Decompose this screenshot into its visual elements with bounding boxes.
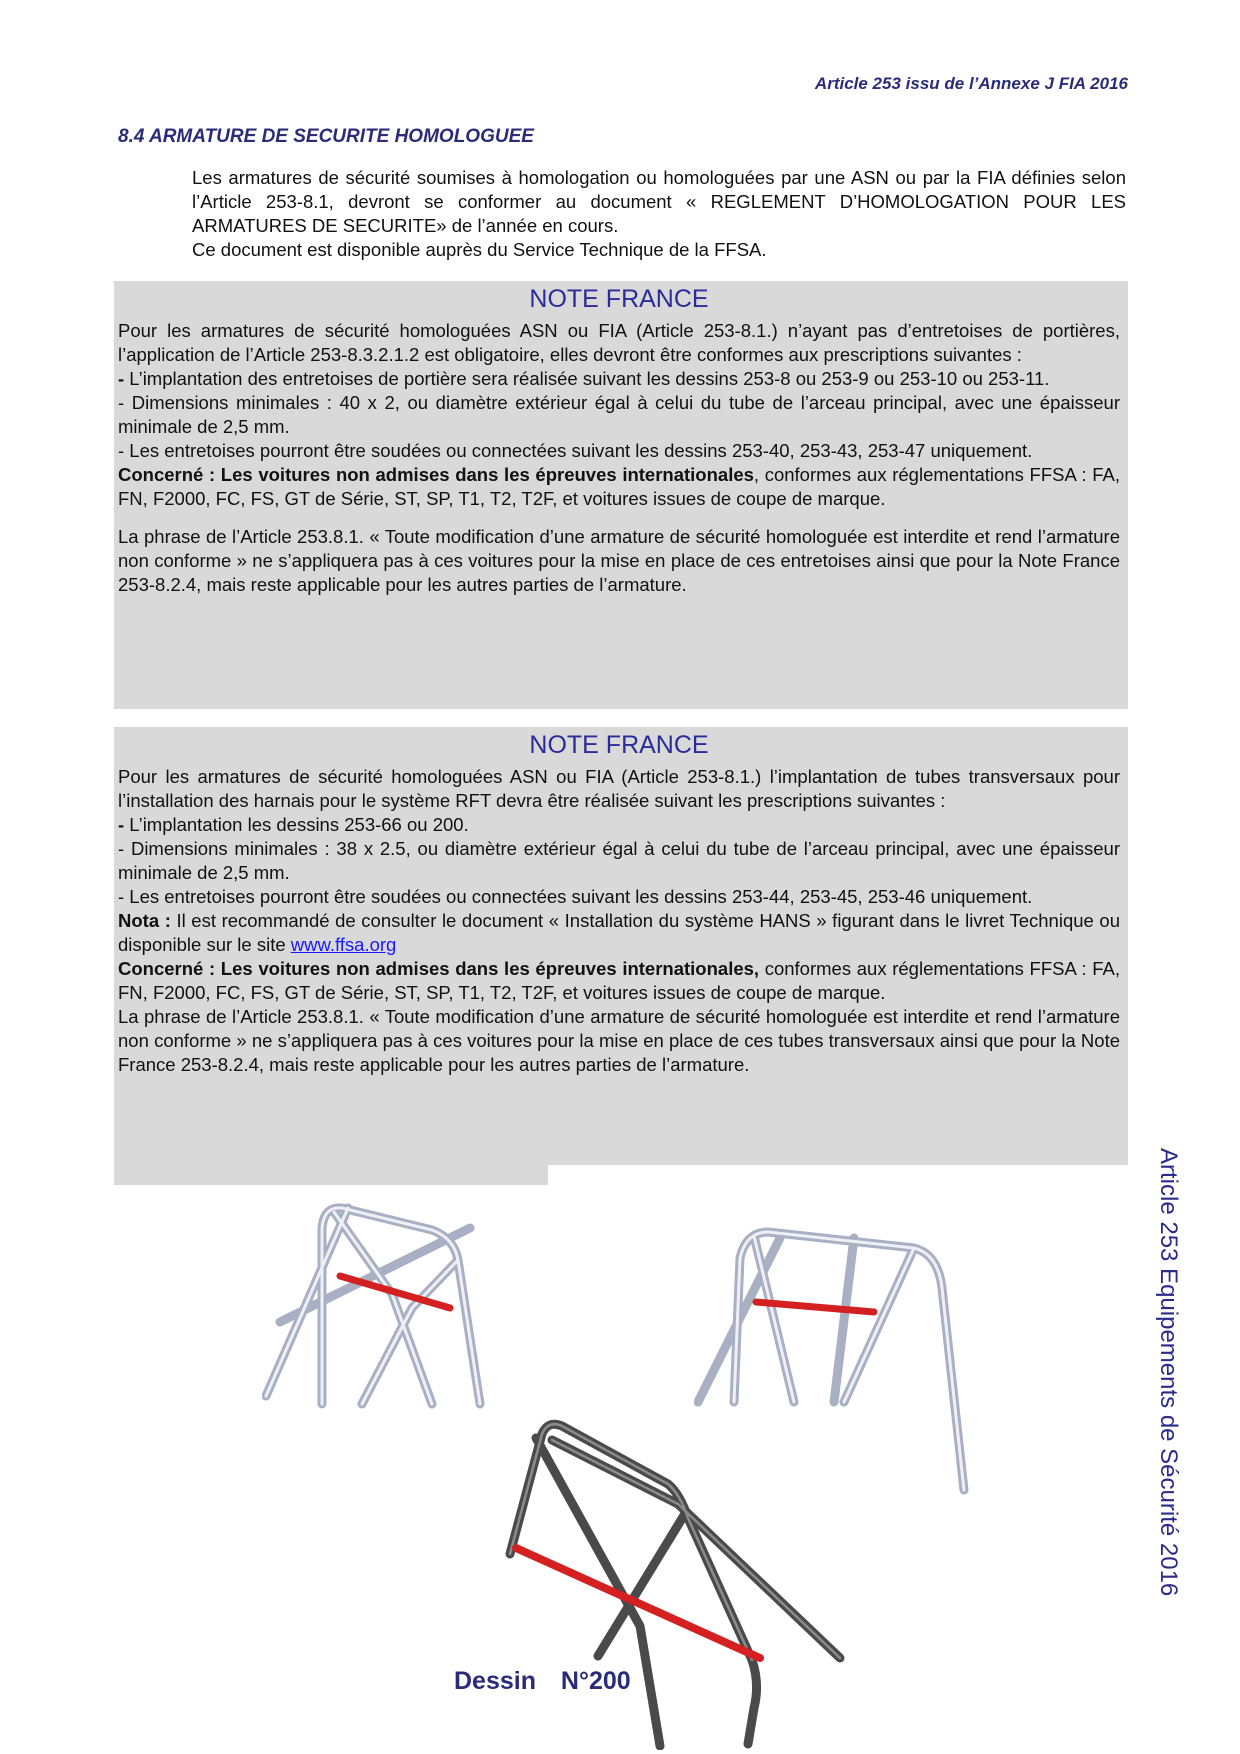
note-bullet <box>118 813 1120 837</box>
note-bullet: - Les entretoises pourront être soudées ou connectées suivant les dessins 253-40, 253-43, 253-47 uniquement. <box>118 440 1033 461</box>
bullet-text: L’implantation des entretoises de portière sera réalisée suivant les dessins 253-8 ou 253-9 ou 253-10 ou 253-11. <box>124 368 1050 389</box>
side-title: Article 253 Equipements de Sécurité 2016 <box>1155 1148 1182 1597</box>
note-bullet: - Dimensions minimales : 40 x 2, ou diamètre extérieur égal à celui du tube de l’arceau principal, avec une épaisseur minimale de 2,5 mm. <box>118 392 1120 437</box>
note-bullet: - Dimensions minimales : 38 x 2.5, ou diamètre extérieur égal à celui du tube de l’arceau principal, avec une épaisseur minimale de 2,5 mm. <box>118 838 1120 883</box>
note-concerne <box>118 957 1120 1005</box>
nota-text: Il est recommandé de consulter le document « Installation du système HANS » figurant dans le livret Technique ou disponible sur le site <box>118 910 1120 955</box>
concerne-text: conformes aux réglementations FFSA : FA, FN, F2000, FC, FS, GT de Série, ST, SP, T1, T2, T2F, et voitures issues de coupe de marque. <box>118 958 1120 1003</box>
note-paragraph: La phrase de l’Article 253.8.1. « Toute modification d’une armature de sécurité homologuée est interdite et rend l’armature non conforme » ne s’appliquera pas à ces voitures pour la mise en place de ces tubes transversaux ainsi que pour la Note France 253-8.2.4, mais reste applicable pour les autres parties de l’armature. <box>118 1006 1120 1075</box>
nota-label: Nota : <box>118 910 171 931</box>
rollcage-drawing-200 <box>490 1408 850 1750</box>
bullet-dash: - <box>118 814 125 835</box>
page-header: Article 253 issu de l’Annexe J FIA 2016 <box>814 74 1128 93</box>
concerne-label: Concerné : Les voitures non admises dans les épreuves internationales <box>118 464 754 485</box>
intro-text <box>192 166 1126 262</box>
note-title: NOTE FRANCE <box>529 285 709 313</box>
note-paragraph: Pour les armatures de sécurité homologuées ASN ou FIA (Article 253-8.1.) l’implantation de tubes transversaux pour l’installation des harnais pour le système RFT devra être réalisée suivant les prescriptions suivantes : <box>118 766 1120 811</box>
note-title: NOTE FRANCE <box>529 731 709 759</box>
note-france-box-1 <box>114 281 1128 709</box>
note-nota <box>118 909 1120 957</box>
intro-availability: Ce document est disponible auprès du Service Technique de la FFSA. <box>192 239 767 260</box>
note-bullet <box>118 367 1120 391</box>
bullet-text: L’implantation les dessins 253-66 ou 200. <box>124 814 469 835</box>
note-bullet: - Les entretoises pourront être soudées ou connectées suivant les dessins 253-44, 253-45, 253-46 uniquement. <box>118 886 1033 907</box>
concerne-label: Concerné : Les voitures non admises dans les épreuves internationales, <box>118 958 760 979</box>
drawing-caption: Dessin N°200 <box>454 1667 631 1695</box>
bullet-dash: - <box>118 368 125 389</box>
note-concerne <box>118 463 1120 511</box>
rollcage-drawing-left <box>262 1198 562 1410</box>
note-france-box-2 <box>114 727 1128 1185</box>
ffsa-link[interactable]: www.ffsa.org <box>290 934 397 955</box>
intro-paragraph: Les armatures de sécurité soumises à homologation ou homologuées par une ASN ou par la FIA définies selon l’Article 253-8.1, devront se conformer au document « REGLEMENT D’HOMOLOGATION POUR LES ARMATURES DE SECURITE» de l’année en cours. <box>192 167 1126 236</box>
section-title: 8.4 ARMATURE DE SECURITE HOMOLOGUEE <box>118 126 534 147</box>
note-paragraph: La phrase de l’Article 253.8.1. « Toute modification d’une armature de sécurité homologuée est interdite et rend l’armature non conforme » ne s’appliquera pas à ces voitures pour la mise en place de ces entretoises ainsi que pour la Note France 253-8.2.4, mais reste applicable pour les autres parties de l’armature. <box>118 526 1120 595</box>
concerne-text: , conformes aux réglementations FFSA : FA, FN, F2000, FC, FS, GT de Série, ST, SP, T1, T2, T2F, et voitures issues de coupe de marque. <box>118 464 1120 509</box>
note-paragraph: Pour les armatures de sécurité homologuées ASN ou FIA (Article 253-8.1.) n’ayant pas d’entretoises de portières, l’application de l’Article 253-8.3.2.1.2 est obligatoire, elles devront être conformes aux prescriptions suivantes : <box>118 320 1120 365</box>
torn-edge <box>548 1165 1130 1193</box>
